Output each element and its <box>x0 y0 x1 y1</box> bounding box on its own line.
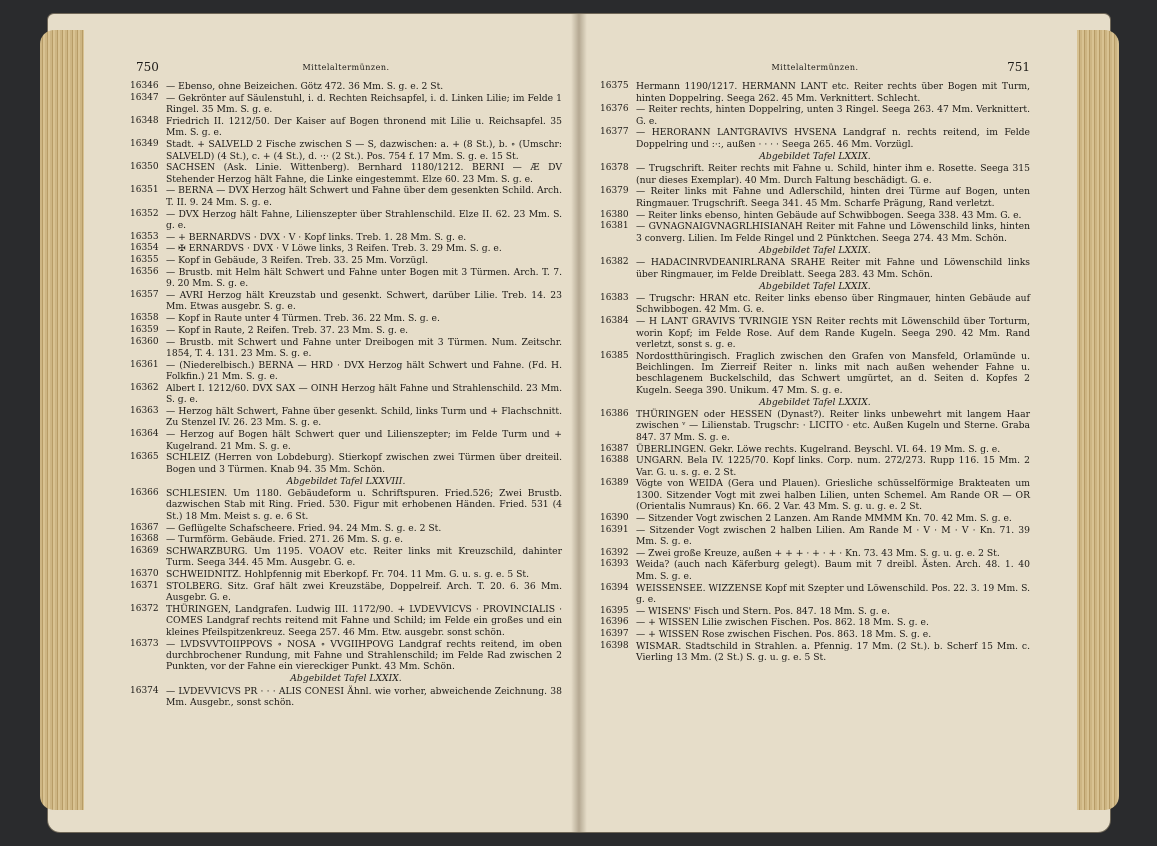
lot-description: — Herzog auf Bogen hält Schwert quer und Lilienszepter; im Felde Turm und + Kugelrand. 21 Mm. S. g. e. <box>166 429 562 452</box>
lot-number: 16372 <box>130 604 159 615</box>
lot-number: 16371 <box>130 581 159 592</box>
lot-description: SCHWARZBURG. Um 1195. VOAOV etc. Reiter links mit Kreuzschild, dahinter Turm. Seega 344. 45 Mm. Ausgebr. G. e. <box>166 546 562 569</box>
catalogue-entry <box>130 639 562 673</box>
lot-description: Hermann 1190/1217. HERMANN LANT etc. Reiter rechts über Bogen mit Turm, hinten Doppelring. Seega 262. 45 Mm. Verknittert. Schlecht. <box>636 81 1030 104</box>
catalogue-entry <box>130 360 562 383</box>
catalogue-entry <box>130 232 562 243</box>
lot-description: UNGARN. Bela IV. 1225/70. Kopf links. Corp. num. 272/273. Rupp 116. 15 Mm. 2 Var. G. u. s. g. e. 2 St. <box>636 455 1030 478</box>
catalogue-entry <box>130 686 562 709</box>
lot-description: Albert I. 1212/60. DVX SAX — OINH Herzog hält Fahne und Strahlenschild. 23 Mm. S. g. e. <box>166 383 562 406</box>
catalogue-entry <box>600 293 1030 316</box>
lot-description: — Kopf in Raute unter 4 Türmen. Treb. 36. 22 Mm. S. g. e. <box>166 313 440 325</box>
catalogue-entry <box>600 617 1030 628</box>
catalogue-entry <box>600 525 1030 548</box>
plate-caption: Abgebildet Tafel LXXIX. <box>759 396 871 408</box>
catalogue-entry <box>600 641 1030 664</box>
catalogue-entry <box>600 127 1030 150</box>
catalogue-entry <box>600 559 1030 582</box>
lot-description: SCHLEIZ (Herren von Lobdeburg). Stierkopf zwischen zwei Türmen über dreiteil. Bogen und 3 Türmen. Knab 94. 35 Mm. Schön. <box>166 452 562 475</box>
plate-caption: Abgebildet Tafel LXXIX. <box>759 151 871 163</box>
lot-number: 16350 <box>130 162 159 173</box>
lot-number: 16362 <box>130 383 159 394</box>
lot-description: — ✠ ERNARDVS · DVX · V Löwe links, 3 Reifen. Treb. 3. 29 Mm. S. g. e. <box>166 243 502 255</box>
lot-description: — LVDSVVTOIIPPOVS ∘ NOSA ∘ VVGIIHPOVG Landgraf rechts reitend, im oben durchbrochener Rundung, mit Fahne und Strahlenschild; im Felde Rad zwischen 2 Punkten, vor der Fahne ein viereckiger Punkt. 43 Mm. Schön. <box>166 638 562 673</box>
lot-number: 16385 <box>600 350 629 361</box>
catalogue-entry <box>600 104 1030 127</box>
lot-description: — Turmförm. Gebäude. Fried. 271. 26 Mm. S. g. e. <box>166 534 404 546</box>
lot-number: 16355 <box>130 255 159 266</box>
catalogue-entry <box>130 290 562 313</box>
lot-number: 16373 <box>130 638 159 649</box>
catalogue-entry <box>130 569 562 580</box>
entry-list <box>600 81 1030 663</box>
lot-number: 16363 <box>130 406 159 417</box>
lot-number: 16382 <box>600 257 629 268</box>
lot-description: WEISSENSEE. WIZZENSE Kopf mit Szepter und Löwenschild. Pos. 22. 3. 19 Mm. S. g. e. <box>636 582 1030 605</box>
catalogue-entry <box>130 209 562 232</box>
lot-description: — Reiter rechts, hinten Doppelring, unten 3 Ringel. Seega 263. 47 Mm. Verknittert. G. e. <box>636 104 1030 127</box>
lot-description: ÜBERLINGEN. Gekr. Löwe rechts. Kugelrand. Beyschl. VI. 64. 19 Mm. S. g. e. <box>636 443 1001 455</box>
catalogue-entry <box>130 267 562 290</box>
lot-description: Weida? (auch nach Käferburg gelegt). Baum mit 7 dreibl. Ästen. Arch. 48. 1. 40 Mm. S. g. e. <box>636 559 1030 582</box>
lot-number: 16356 <box>130 267 159 278</box>
lot-number: 16386 <box>600 409 629 420</box>
catalogue-entry <box>130 162 562 185</box>
lot-description: — AVRI Herzog hält Kreuzstab und gesenkt. Schwert, darüber Lilie. Treb. 14. 23 Mm. Etwas ausgebr. S. g. e. <box>166 290 562 313</box>
lot-description: — DVX Herzog hält Fahne, Lilienszepter über Strahlenschild. Elze II. 62. 23 Mm. S. g. e. <box>166 208 562 231</box>
lot-description: — Trugschr: HRAN etc. Reiter links ebenso über Ringmauer, hinten Gebäude auf Schwibbogen. 42 Mm. G. e. <box>636 293 1030 316</box>
catalogue-entry <box>130 452 562 475</box>
catalogue-entry <box>600 583 1030 606</box>
lot-description: Friedrich II. 1212/50. Der Kaiser auf Bogen thronend mit Lilie u. Reichsapfel. 35 Mm. S. g. e. <box>166 116 562 139</box>
lot-number: 16346 <box>130 81 159 92</box>
lot-number: 16351 <box>130 185 159 196</box>
lot-description: — Ebenso, ohne Beizeichen. Götz 472. 36 Mm. S. g. e. 2 St. <box>166 81 444 93</box>
lot-description: — HERORANN LANTGRAVIVS HVSENA Landgraf n. rechts reitend, im Felde Doppelring und :·:, außen · · · · Seega 265. 46 Mm. Vorzügl. <box>636 127 1030 150</box>
lot-description: — Brustb. mit Schwert und Fahne unter Dreibogen mit 3 Türmen. Num. Zeitschr. 1854, T. 4. 131. 23 Mm. S. g. e. <box>166 336 562 360</box>
lot-number: 16398 <box>600 641 629 652</box>
catalogue-entry <box>600 513 1030 524</box>
plate-caption: Abgebildet Tafel LXXIX. <box>759 244 871 256</box>
lot-number: 16348 <box>130 116 159 127</box>
lot-description: — GVNAGNAIGVNAGRLHISIANAH Reiter mit Fahne und Löwenschild links, hinten 3 converg. Lilien. Im Felde Ringel und 2 Pünktchen. Seega 274. 43 Mm. Schön. <box>636 221 1030 244</box>
lot-description: — Kopf in Gebäude, 3 Reifen. Treb. 33. 25 Mm. Vorzügl. <box>166 255 429 267</box>
catalogue-entry <box>600 409 1030 443</box>
lot-number: 16353 <box>130 231 159 242</box>
catalogue-entry <box>130 93 562 116</box>
lot-number: 16390 <box>600 512 629 523</box>
lot-number: 16352 <box>130 208 159 219</box>
lot-number: 16392 <box>600 547 629 558</box>
catalogue-entry <box>130 139 562 162</box>
right-page <box>600 60 1030 664</box>
left-page <box>130 60 562 709</box>
catalogue-entry <box>130 337 562 360</box>
lot-description: WISMAR. Stadtschild in Strahlen. a. Pfennig. 17 Mm. (2 St.). b. Scherf 15 Mm. c. Vierling 13 Mm. (2 St.) S. g. u. g. e. 5 St. <box>636 641 1030 664</box>
catalogue-entry <box>130 255 562 266</box>
lot-description: — + WISSEN Rose zwischen Fischen. Pos. 863. 18 Mm. S. g. e. <box>636 629 932 641</box>
plate-caption: Abgebildet Tafel LXXVIII. <box>286 475 406 487</box>
catalogue-entry <box>600 444 1030 455</box>
catalogue-entry <box>600 221 1030 244</box>
lot-description: — (Niederelbisch.) BERNA — HRD · DVX Herzog hält Schwert und Fahne. (Fd. H. Folkfin.) 21 Mm. S. g. e. <box>166 359 562 383</box>
catalogue-entry <box>600 478 1030 512</box>
lot-description: — Trugschrift. Reiter rechts mit Fahne u. Schild, hinter ihm e. Rosette. Seega 315 (nur dieses Exemplar). 40 Mm. Durch Faltung beschädigt. G. e. <box>636 163 1030 186</box>
catalogue-entry <box>130 383 562 406</box>
catalogue-entry <box>130 429 562 452</box>
lot-number: 16395 <box>600 605 629 616</box>
lot-description: THÜRINGEN oder HESSEN (Dynast?). Reiter links unbewehrt mit langem Haar zwischen ᵛ — Lilienstab. Trugschr: · LICITO · etc. Außen Kugeln und Sterne. Graba 847. 37 Mm. S. g. e. <box>636 409 1030 443</box>
lot-number: 16368 <box>130 534 159 545</box>
lot-description: SCHLESIEN. Um 1180. Gebäudeform u. Schriftspuren. Fried.526; Zwei Brustb. dazwischen Stab mit Ring. Fried. 530. Figur mit erhobenen Händen. Fried. 531 (4 St.) 18 Mm. Meist s. g. e. 6 St. <box>166 488 562 522</box>
lot-number: 16396 <box>600 617 629 628</box>
lot-number: 16377 <box>600 127 629 138</box>
lot-description: — WISENS' Fisch und Stern. Pos. 847. 18 Mm. S. g. e. <box>636 605 890 617</box>
lot-description: — + WISSEN Lilie zwischen Fischen. Pos. 862. 18 Mm. S. g. e. <box>636 617 929 629</box>
lot-description: SACHSEN (Ask. Linie. Wittenberg). Bernhard 1180/1212. BERNI — Æ DV Stehender Herzog hält Fahne, die Linke eingestemmt. Elze 60. 23 Mm. S. g. e. <box>166 162 562 185</box>
lot-description: — Reiter links ebenso, hinten Gebäude auf Schwibbogen. Seega 338. 43 Mm. G. e. <box>636 209 1022 221</box>
catalogue-entry <box>600 606 1030 617</box>
lot-number: 16374 <box>130 685 159 696</box>
lot-number: 16354 <box>130 243 159 254</box>
catalogue-entry <box>130 488 562 522</box>
catalogue-entry <box>130 534 562 545</box>
lot-number: 16370 <box>130 569 159 580</box>
lot-description: THÜRINGEN, Landgrafen. Ludwig III. 1172/90. + LVDEVVICVS · PROVINCIALIS · COMES Landgraf rechts reitend mit Fahne und Schild; im Felde ein großes und ein kleines Pfeilspitzenkreuz. Seega 257. 46 Mm. Etw. ausgebr. sonst schön. <box>166 604 562 638</box>
lot-number: 16358 <box>130 313 159 324</box>
lot-description: — Geflügelte Schafscheere. Fried. 94. 24 Mm. S. g. e. 2 St. <box>166 522 442 534</box>
lot-description: — Herzog hält Schwert, Fahne über gesenkt. Schild, links Turm und + Flachschnitt. Zu Stenzel IV. 26. 23 Mm. S. g. e. <box>166 406 562 429</box>
lot-number: 16361 <box>130 359 159 370</box>
lot-number: 16391 <box>600 524 629 535</box>
lot-description: STOLBERG. Sitz. Graf hält zwei Kreuzstäbe, Doppelreif. Arch. T. 20. 6. 36 Mm. Ausgebr. G. e. <box>166 581 562 604</box>
lot-number: 16367 <box>130 522 159 533</box>
lot-description: — Reiter links mit Fahne und Adlerschild, hinten drei Türme auf Bogen, unten Ringmauer. Trugschrift. Seega 341. 45 Mm. Scharfe Prägung, Rand verletzt. <box>636 186 1030 209</box>
lot-number: 16366 <box>130 488 159 499</box>
lot-number: 16383 <box>600 293 629 304</box>
lot-number: 16380 <box>600 209 629 220</box>
right-page-edges <box>1077 30 1119 810</box>
catalogue-entry <box>130 185 562 208</box>
lot-number: 16394 <box>600 582 629 593</box>
catalogue-entry <box>130 325 562 336</box>
catalogue-entry <box>600 163 1030 186</box>
lot-number: 16388 <box>600 455 629 466</box>
lot-description: — Sitzender Vogt zwischen 2 Lanzen. Am Rande MMMM Kn. 70. 42 Mm. S. g. e. <box>636 512 1012 524</box>
lot-number: 16393 <box>600 559 629 570</box>
catalogue-entry <box>130 523 562 534</box>
catalogue-entry <box>600 455 1030 478</box>
catalogue-entry <box>600 351 1030 396</box>
lot-description: Stadt. + SALVELD 2 Fische zwischen S — S, dazwischen: a. + (8 St.), b. ∘ (Umschr: SALVELD) (4 St.), c. + (4 St.), d. ·:· (2 St.). Pos. 754 f. 17 Mm. S. g. e. 15 St. <box>166 139 562 162</box>
catalogue-entry <box>600 257 1030 280</box>
catalogue-entry <box>600 629 1030 640</box>
lot-description: — H LANT GRAVIVS TVRINGIE YSN Reiter rechts mit Löwenschild über Torturm, worin Kopf; im Felde Rose. Auf dem Rande Kugeln. Seega 290. 42 Mm. Rand verletzt, sonst s. g. e. <box>636 316 1030 350</box>
lot-number: 16360 <box>130 336 159 347</box>
lot-number: 16379 <box>600 186 629 197</box>
lot-description: — Kopf in Raute, 2 Reifen. Treb. 37. 23 Mm. S. g. e. <box>166 325 409 337</box>
lot-description: — Gekrönter auf Säulenstuhl, i. d. Rechten Reichsapfel, i. d. Linken Lilie; im Felde 1 Ringel. 35 Mm. S. g. e. <box>166 93 562 116</box>
catalogue-entry <box>600 81 1030 104</box>
lot-description: — Brustb. mit Helm hält Schwert und Fahne unter Bogen mit 3 Türmen. Arch. T. 7. 9. 20 Mm. S. g. e. <box>166 267 562 290</box>
lot-description: — BERNA — DVX Herzog hält Schwert und Fahne über dem gesenkten Schild. Arch. T. II. 9. 24 Mm. S. g. e. <box>166 185 562 208</box>
lot-description: — Zwei große Kreuze, außen + + + · + · + · Kn. 73. 43 Mm. S. g. u. g. e. 2 St. <box>636 547 1000 559</box>
catalogue-entry <box>130 81 562 92</box>
plate-caption: Abgebildet Tafel LXXIX. <box>759 280 871 292</box>
lot-description: — LVDEVVICVS PR · · · ALIS CONESI Ähnl. wie vorher, abweichende Zeichnung. 38 Mm. Ausgebr., sonst schön. <box>166 685 562 709</box>
catalogue-entry <box>600 210 1030 221</box>
catalogue-entry <box>600 186 1030 209</box>
lot-number: 16349 <box>130 139 159 150</box>
lot-number: 16365 <box>130 452 159 463</box>
lot-number: 16359 <box>130 325 159 336</box>
catalogue-entry <box>600 316 1030 350</box>
lot-number: 16384 <box>600 316 629 327</box>
entry-list <box>130 81 562 708</box>
lot-number: 16347 <box>130 93 159 104</box>
lot-number: 16376 <box>600 104 629 115</box>
lot-description: Nordostthüringisch. Fraglich zwischen den Grafen von Mansfeld, Orlamünde u. Beichlingen. Im Zierreif Reiter n. links mit nach außen wehender Fahne u. beschlagenem Buckelschild, das Schwert umgürtet, an d. Seiten d. Kopfes 2 Kugeln. Seega 390. Unikum. 47 Mm. S. g. e. <box>636 350 1030 396</box>
lot-number: 16381 <box>600 221 629 232</box>
lot-number: 16389 <box>600 478 629 489</box>
page-number: 750 <box>136 60 159 74</box>
running-head: Mittelaltermünzen. <box>302 63 390 72</box>
page-number: 751 <box>1007 60 1030 74</box>
lot-description: — Sitzender Vogt zwischen 2 halben Lilien. Am Rande M · V · M · V · Kn. 71. 39 Mm. S. g. e. <box>636 524 1030 547</box>
catalogue-entry <box>130 406 562 429</box>
running-head: Mittelaltermünzen. <box>771 63 859 72</box>
catalogue-entry <box>130 581 562 604</box>
lot-description: — + BERNARDVS · DVX · V · Kopf links. Treb. 1. 28 Mm. S. g. e. <box>166 231 467 243</box>
catalogue-entry <box>600 548 1030 559</box>
catalogue-entry <box>130 243 562 254</box>
lot-number: 16387 <box>600 443 629 454</box>
lot-description: Vögte von WEIDA (Gera und Plauen). Griesliche schüsselförmige Brakteaten um 1300. Sitzender Vogt mit zwei halben Lilien, unten Schemel. Am Rande OR — OR (Orientalis Numraus) Kn. 66. 2 Var. 43 Mm. S. g. u. g. e. 2 St. <box>636 478 1030 512</box>
lot-description: — HADACINRVDEANIRLRANA SRAHE Reiter mit Fahne und Löwenschild links über Ringmauer, im Felde Dreiblatt. Seega 283. 43 Mm. Schön. <box>636 257 1030 280</box>
plate-caption: Abgebildet Tafel LXXIX. <box>290 673 402 685</box>
catalogue-entry <box>130 116 562 139</box>
lot-number: 16375 <box>600 81 629 92</box>
lot-number: 16369 <box>130 546 159 557</box>
catalogue-entry <box>130 313 562 324</box>
lot-number: 16364 <box>130 429 159 440</box>
lot-description: SCHWEIDNITZ. Hohlpfennig mit Eberkopf. Fr. 704. 11 Mm. G. u. s. g. e. 5 St. <box>166 569 529 581</box>
lot-number: 16397 <box>600 629 629 640</box>
lot-number: 16357 <box>130 290 159 301</box>
catalogue-entry <box>130 546 562 569</box>
lot-number: 16378 <box>600 163 629 174</box>
left-page-edges <box>40 30 84 810</box>
catalogue-entry <box>130 604 562 638</box>
